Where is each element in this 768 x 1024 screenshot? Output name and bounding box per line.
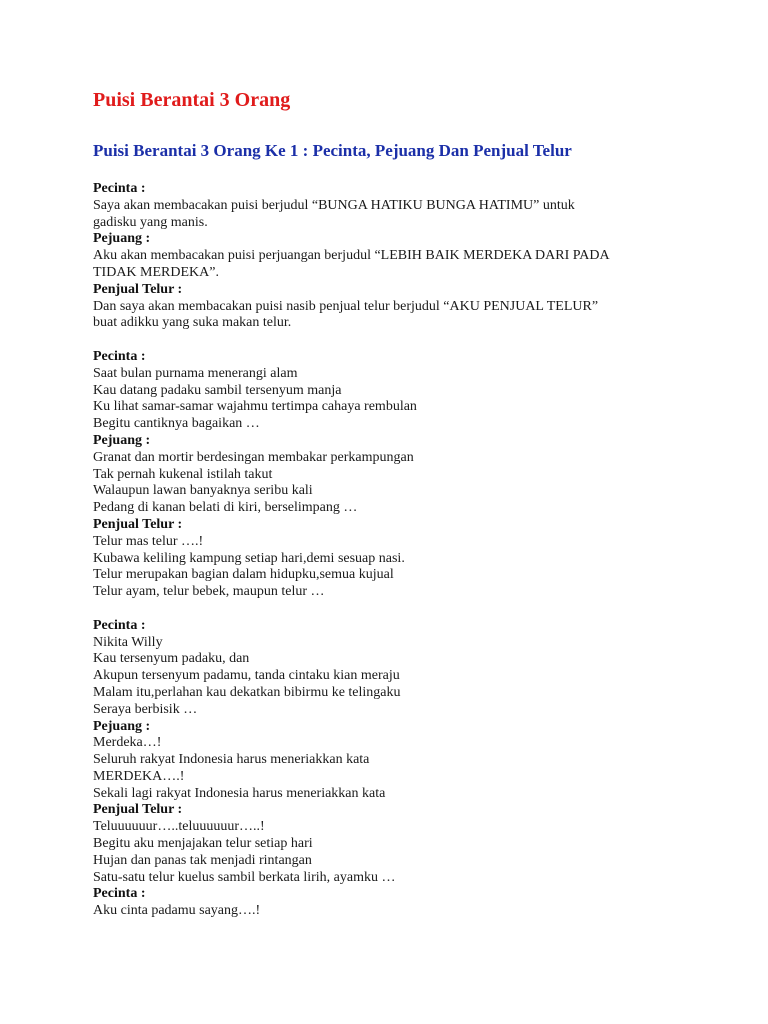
speaker-label: Penjual Telur : [93,281,183,297]
speaker-label: Pecinta : [93,617,146,633]
poem-line: Telur merupakan bagian dalam hidupku,semua kujual [93,567,394,583]
poem-line: Begitu aku menjajakan telur setiap hari [93,836,313,852]
poem-line: Walaupun lawan banyaknya seribu kali [93,483,313,499]
speaker-label: Pejuang : [93,231,151,247]
poem-line: Aku cinta padamu sayang….! [93,903,261,919]
speaker-label: Pejuang : [93,432,151,448]
poem-body [93,181,733,920]
poem-line: Kau datang padaku sambil tersenyum manja [93,382,342,398]
speaker-label: Pejuang : [93,718,151,734]
poem-line: Pedang di kanan belati di kiri, berselimpang … [93,500,358,516]
poem-stanza [93,181,733,332]
poem-line: Merdeka…! [93,735,162,751]
poem-line: Malam itu,perlahan kau dekatkan bibirmu ke telingaku [93,684,401,700]
poem-line: Ku lihat samar-samar wajahmu tertimpa cahaya rembulan [93,399,417,415]
poem-line: Granat dan mortir berdesingan membakar perkampungan [93,449,414,465]
poem-line: TIDAK MERDEKA”. [93,264,219,280]
poem-line: Aku akan membacakan puisi perjuangan berjudul “LEBIH BAIK MERDEKA DARI PADA [93,248,610,264]
poem-stanza [93,349,733,601]
poem-line: MERDEKA….! [93,768,185,784]
poem-line: Sekali lagi rakyat Indonesia harus meneriakkan kata [93,785,386,801]
poem-stanza [93,618,733,920]
speaker-label: Pecinta : [93,886,146,902]
poem-line: Kau tersenyum padaku, dan [93,651,250,667]
poem-line: Kubawa keliling kampung setiap hari,demi sesuap nasi. [93,550,405,566]
document-title: Puisi Berantai 3 Orang [93,89,291,111]
poem-line: Seluruh rakyat Indonesia harus meneriakkan kata [93,752,370,768]
poem-line: Hujan dan panas tak menjadi rintangan [93,852,312,868]
poem-line: gadisku yang manis. [93,214,208,230]
speaker-label: Pecinta : [93,181,146,196]
poem-line: Saya akan membacakan puisi berjudul “BUNGA HATIKU BUNGA HATIMU” untuk [93,197,575,213]
poem-line: Teluuuuuur…..teluuuuuur…..! [93,819,265,835]
document-subtitle: Puisi Berantai 3 Orang Ke 1 : Pecinta, Pejuang Dan Penjual Telur [93,141,572,160]
poem-line: Dan saya akan membacakan puisi nasib penjual telur berjudul “AKU PENJUAL TELUR” [93,298,599,314]
poem-line: Begitu cantiknya bagaikan … [93,416,260,432]
poem-line: Saat bulan purnama menerangi alam [93,365,298,381]
poem-line: Seraya berbisik … [93,701,198,717]
speaker-label: Penjual Telur : [93,802,183,818]
speaker-label: Penjual Telur : [93,516,183,532]
poem-line: Akupun tersenyum padamu, tanda cintaku kian meraju [93,668,400,684]
poem-line: Nikita Willy [93,634,163,650]
poem-line: buat adikku yang suka makan telur. [93,315,292,331]
poem-line: Telur ayam, telur bebek, maupun telur … [93,584,325,600]
poem-line: Satu-satu telur kuelus sambil berkata lirih, ayamku … [93,869,396,885]
poem-line: Tak pernah kukenal istilah takut [93,466,273,482]
document-page [93,86,733,937]
poem-line: Telur mas telur ….! [93,533,204,549]
speaker-label: Pecinta : [93,348,146,364]
